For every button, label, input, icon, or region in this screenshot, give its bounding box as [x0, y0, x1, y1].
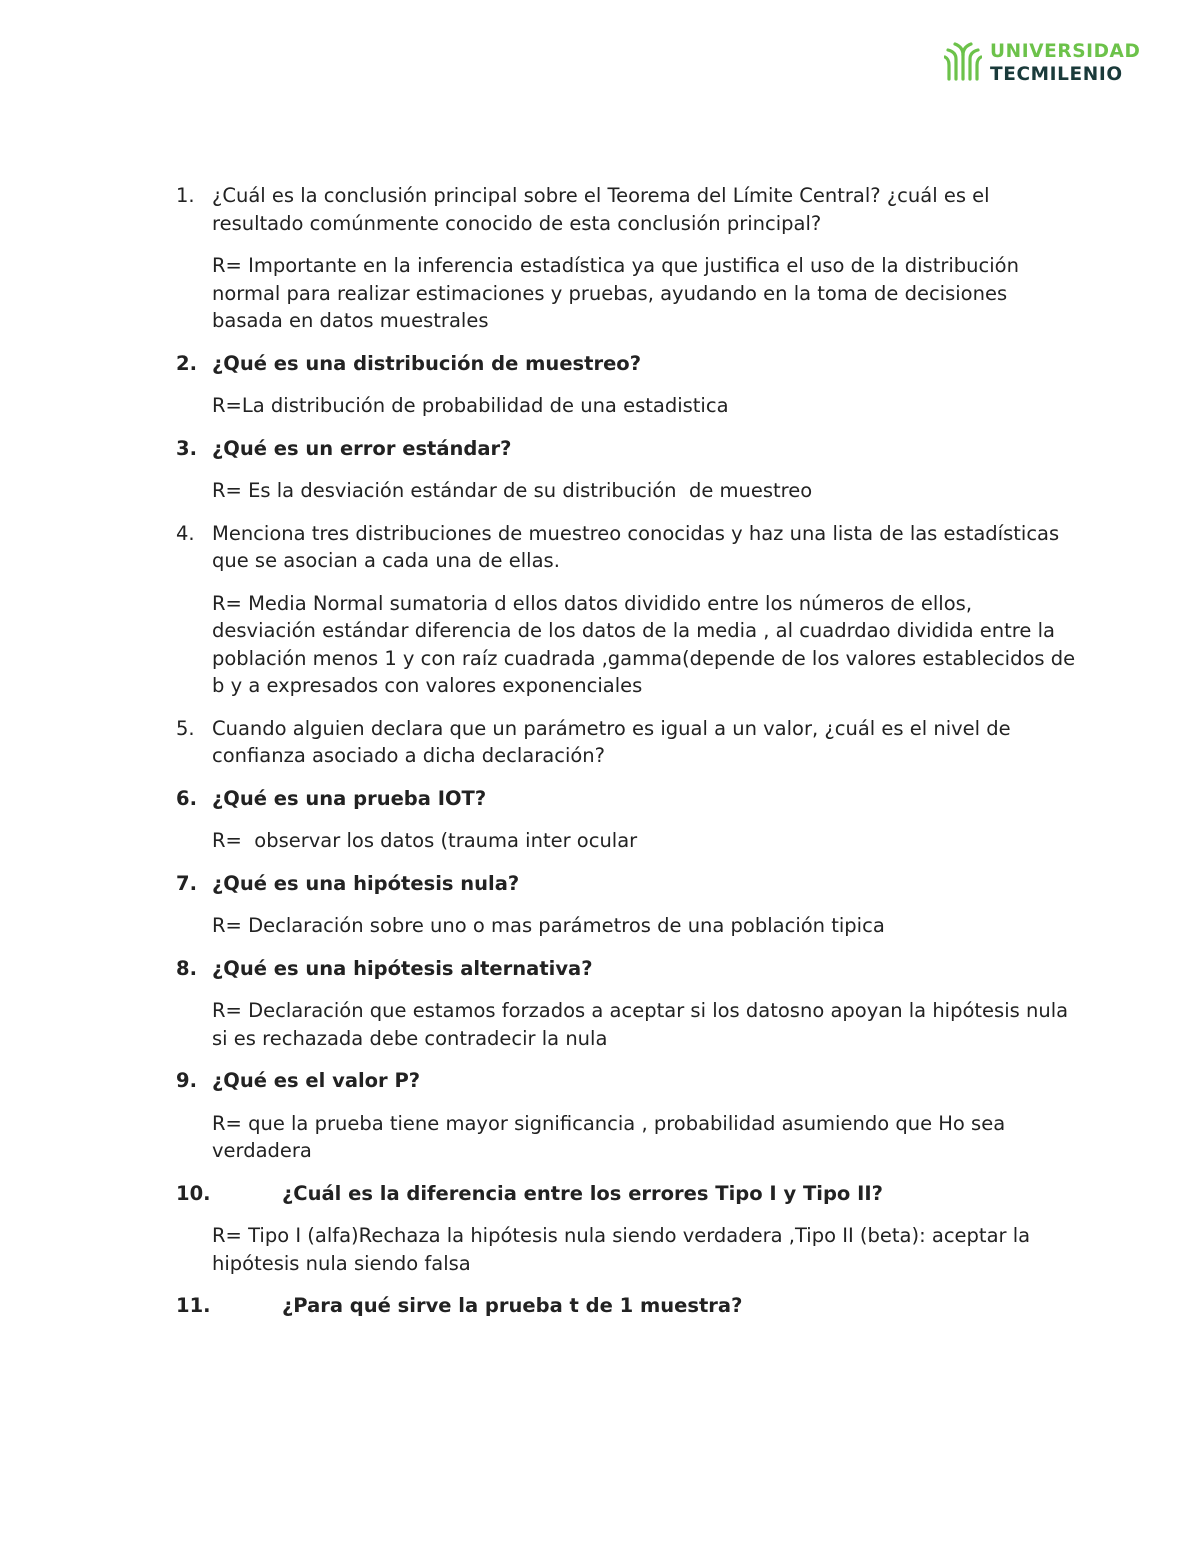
- question-4: [176, 520, 1076, 575]
- answer-1: R= Importante en la inferencia estadística ya que justifica el uso de la distribución normal para realizar estimaciones y pruebas, ayudando en la toma de decisiones basada en datos muestrales: [212, 254, 1026, 332]
- question-text: ¿Cuál es la diferencia entre los errores Tipo I y Tipo II?: [282, 1181, 883, 1205]
- question-text: ¿Qué es una hipótesis nula?: [212, 871, 520, 895]
- answer-2: R=La distribución de probabilidad de una estadistica: [212, 394, 729, 417]
- question-number: 6.: [176, 786, 197, 810]
- question-text: ¿Para qué sirve la prueba t de 1 muestra?: [282, 1294, 743, 1317]
- question-number: 7.: [176, 871, 197, 895]
- logo-wordmark: [990, 40, 1140, 86]
- university-logo: [944, 40, 1140, 84]
- question-3: [176, 435, 1076, 463]
- answer-3: R= Es la desviación estándar de su distribución de muestreo: [212, 479, 813, 502]
- question-number: 2.: [176, 351, 197, 375]
- logo-line-1: UNIVERSIDAD: [990, 41, 1141, 62]
- logo-line-2: TECMILENIO: [990, 64, 1123, 85]
- answer-9: R= que la prueba tiene mayor significancia , probabilidad asumiendo que Ho sea verdadera: [212, 1111, 1012, 1162]
- logo-mark-icon: [944, 41, 982, 81]
- question-text: ¿Qué es una distribución de muestreo?: [212, 351, 642, 375]
- question-text: ¿Qué es el valor P?: [212, 1069, 421, 1092]
- question-text: ¿Qué es un error estándar?: [212, 436, 512, 460]
- question-10: [176, 1180, 1076, 1208]
- question-number: 8.: [176, 956, 197, 980]
- question-number: 9.: [176, 1069, 197, 1092]
- question-number: 4.: [176, 521, 195, 545]
- question-2: [176, 350, 1076, 378]
- question-6: [176, 785, 1076, 813]
- question-number: 5.: [176, 716, 195, 740]
- question-8: [176, 955, 1076, 983]
- question-text: Menciona tres distribuciones de muestreo conocidas y haz una lista de las estadísticas que se asocian a cada una de ellas.: [212, 521, 1060, 572]
- document-body: [176, 182, 1082, 1335]
- question-text: Cuando alguien declara que un parámetro es igual a un valor, ¿cuál es el nivel de confianza asociado a dicha declaración?: [212, 716, 1011, 767]
- question-11: [176, 1292, 1076, 1320]
- question-text: ¿Cuál es la conclusión principal sobre el Teorema del Límite Central? ¿cuál es el resultado comúnmente conocido de esta conclusión principal?: [212, 184, 990, 235]
- question-number: 11.: [176, 1294, 211, 1317]
- question-text: ¿Qué es una prueba IOT?: [212, 786, 487, 810]
- answer-7: R= Declaración sobre uno o mas parámetros de una población tipica: [212, 914, 885, 937]
- answer-4: R= Media Normal sumatoria d ellos datos dividido entre los números de ellos, desviación estándar diferencia de los datos de la media , al cuadrdao dividida entre la población menos 1 y con raíz cuadrada ,gamma(depende de los valores establecidos de b y a expresados con valores exponenciales: [212, 591, 1082, 697]
- question-5: [176, 715, 1076, 770]
- answer-8: R= Declaración que estamos forzados a aceptar si los datosno apoyan la hipótesis nula si es rechazada debe contradecir la nula: [212, 999, 1075, 1050]
- question-number: 10.: [176, 1181, 211, 1205]
- question-9: [176, 1067, 1076, 1095]
- question-1: [176, 182, 1076, 237]
- answer-6: R= observar los datos (trauma inter ocular: [212, 829, 638, 852]
- question-number: 1.: [176, 184, 195, 207]
- question-number: 3.: [176, 436, 197, 460]
- question-text: ¿Qué es una hipótesis alternativa?: [212, 956, 593, 980]
- answer-10: R= Tipo I (alfa)Rechaza la hipótesis nula siendo verdadera ,Tipo II (beta): aceptar la hipótesis nula siendo falsa: [212, 1224, 1037, 1275]
- question-7: [176, 870, 1076, 898]
